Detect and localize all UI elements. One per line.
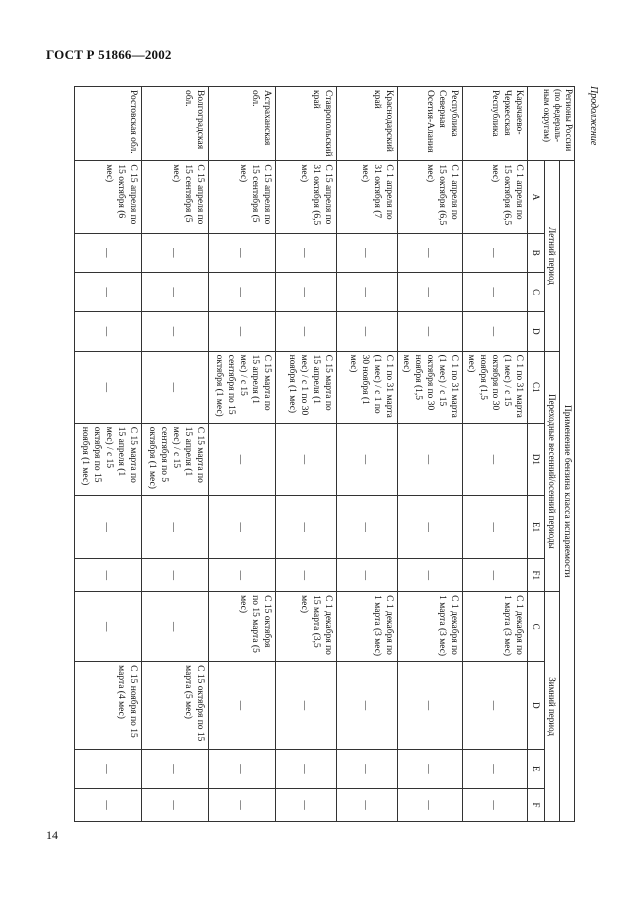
fuel-table bbox=[74, 86, 575, 822]
table-row bbox=[142, 87, 209, 822]
table-cell: С 15 апреля по 31 октября (6,5 мес) bbox=[276, 161, 337, 233]
table-cell: — bbox=[142, 312, 209, 351]
table-cell: — bbox=[209, 233, 276, 272]
class-letter: D1 bbox=[528, 423, 545, 495]
table-cell: С 15 октября по 15 марта (5 мес) bbox=[142, 662, 209, 749]
table-cell: — bbox=[463, 233, 528, 272]
table-cell: — bbox=[209, 272, 276, 311]
main-header: Применение бензина класса испаряемости bbox=[560, 161, 575, 822]
table-cell: С 1 декабря по 1 марта (3 мес) bbox=[337, 592, 398, 662]
table-cell: — bbox=[463, 423, 528, 495]
table-cell: — bbox=[398, 272, 463, 311]
table-cell: С 15 ноября по 15 марта (4 мес) bbox=[75, 662, 142, 749]
region-cell: Республика Северная Осетия-Алания bbox=[398, 87, 463, 161]
document-header: ГОСТ Р 51866—2002 bbox=[46, 47, 172, 62]
table-cell: С 15 апреля по 15 сентября (5 мес) bbox=[142, 161, 209, 233]
table-cell: — bbox=[209, 312, 276, 351]
class-letter: A bbox=[528, 161, 545, 233]
class-letter: F1 bbox=[528, 559, 545, 592]
table-cell: С 1 апреля по 15 октября (6,5 мес) bbox=[463, 161, 528, 233]
table-cell: — bbox=[337, 272, 398, 311]
table-cell: С 1 апреля по 31 октября (7 мес) bbox=[337, 161, 398, 233]
table-row bbox=[463, 87, 528, 822]
table-cell: С 1 декабря по 1 марта (3 мес) bbox=[463, 592, 528, 662]
table-cell: С 1 по 31 марта (1 мес) / с 15 октября по 30 ноября (1,5 мес) bbox=[398, 351, 463, 423]
table-cell: С 1 по 31 марта (1 мес) / с 1 по 30 ноября (1 мес) bbox=[337, 351, 398, 423]
page-number: 14 bbox=[46, 828, 58, 842]
table-cell: — bbox=[337, 312, 398, 351]
table-cell: С 1 декабря по 1 марта (3 мес) bbox=[398, 592, 463, 662]
table-cell: — bbox=[75, 789, 142, 822]
table-cell: — bbox=[398, 423, 463, 495]
table-cell: — bbox=[337, 423, 398, 495]
table-cell: — bbox=[276, 662, 337, 749]
table-cell: — bbox=[209, 789, 276, 822]
table-cell: С 1 по 31 марта (1 мес) / с 15 октября по 30 ноября (1,5 мес) bbox=[463, 351, 528, 423]
region-cell: Ростовская обл. bbox=[75, 87, 142, 161]
region-cell: Краснодарский край bbox=[337, 87, 398, 161]
summer-header: Летний период bbox=[545, 161, 560, 351]
table-cell: С 15 марта по 15 апреля (1 мес) / с 15 октября по 15 ноября (1 мес) bbox=[75, 423, 142, 495]
table-cell: — bbox=[337, 495, 398, 558]
class-letter: E1 bbox=[528, 495, 545, 558]
table-cell: — bbox=[276, 789, 337, 822]
table-cell: — bbox=[463, 559, 528, 592]
table-cell: — bbox=[75, 233, 142, 272]
table-cell: С 15 апреля по 15 октября (6 мес) bbox=[75, 161, 142, 233]
table-cell: — bbox=[209, 495, 276, 558]
rotated-table-container bbox=[80, 86, 599, 822]
table-cell: — bbox=[337, 749, 398, 788]
class-letter: C bbox=[528, 592, 545, 662]
table-cell: — bbox=[75, 351, 142, 423]
class-letters-row bbox=[528, 87, 545, 822]
table-cell: — bbox=[142, 351, 209, 423]
table-row bbox=[276, 87, 337, 822]
region-cell: Волгоградская обл. bbox=[142, 87, 209, 161]
class-letter: D bbox=[528, 662, 545, 749]
table-cell: С 1 декабря по 15 марта (3,5 мес) bbox=[276, 592, 337, 662]
table-row bbox=[398, 87, 463, 822]
table-cell: — bbox=[276, 749, 337, 788]
table-cell: — bbox=[337, 559, 398, 592]
table-cell: — bbox=[209, 423, 276, 495]
table-cell: С 15 марта по 15 апреля (1 мес) / с 1 по 30 ноября (1 мес) bbox=[276, 351, 337, 423]
table-row bbox=[75, 87, 142, 822]
table-cell: — bbox=[463, 312, 528, 351]
table-cell: — bbox=[75, 749, 142, 788]
table-cell: — bbox=[398, 495, 463, 558]
table-cell: — bbox=[142, 495, 209, 558]
table-cell: — bbox=[75, 272, 142, 311]
table-cell: — bbox=[142, 559, 209, 592]
table-cell: — bbox=[276, 233, 337, 272]
table-cell: — bbox=[142, 592, 209, 662]
table-cell: — bbox=[75, 495, 142, 558]
class-letter: C bbox=[528, 272, 545, 311]
table-cell: — bbox=[276, 559, 337, 592]
table-cell: — bbox=[75, 559, 142, 592]
table-body bbox=[75, 87, 528, 822]
table-cell: — bbox=[337, 789, 398, 822]
region-cell: Астраханская обл. bbox=[209, 87, 276, 161]
table-cell: — bbox=[276, 312, 337, 351]
table-cell: С 15 апреля по 15 сентября (5 мес) bbox=[209, 161, 276, 233]
class-letter: D bbox=[528, 312, 545, 351]
table-cell: — bbox=[75, 312, 142, 351]
table-cell: — bbox=[463, 495, 528, 558]
transition-header: Переходные весенний/осенний периоды bbox=[545, 351, 560, 592]
table-cell: — bbox=[398, 559, 463, 592]
table-row bbox=[337, 87, 398, 822]
table-cell: — bbox=[398, 233, 463, 272]
table-cell: — bbox=[142, 789, 209, 822]
table-cell: — bbox=[209, 559, 276, 592]
table-cell: — bbox=[398, 749, 463, 788]
table-cell: — bbox=[209, 662, 276, 749]
table-cell: С 15 октября по 15 марта (5 мес) bbox=[209, 592, 276, 662]
table-cell: — bbox=[398, 662, 463, 749]
region-header: Регионы России (по федераль-ным округам) bbox=[528, 87, 575, 161]
continuation-label: Продолжение bbox=[588, 86, 599, 146]
table-cell: — bbox=[75, 592, 142, 662]
winter-header: Зимний период bbox=[545, 592, 560, 822]
table-cell: — bbox=[337, 233, 398, 272]
table-cell: — bbox=[209, 749, 276, 788]
table-cell: — bbox=[463, 749, 528, 788]
class-letter: F bbox=[528, 789, 545, 822]
class-letter: B bbox=[528, 233, 545, 272]
table-cell: — bbox=[398, 312, 463, 351]
table-row bbox=[209, 87, 276, 822]
table-cell: С 15 марта по 15 апреля (1 мес) / с 15 сентября по 15 октября (1 мес) bbox=[209, 351, 276, 423]
table-cell: — bbox=[398, 789, 463, 822]
table-cell: — bbox=[276, 272, 337, 311]
table-cell: — bbox=[337, 662, 398, 749]
table-cell: — bbox=[276, 423, 337, 495]
table-cell: С 1 апреля по 15 октября (6,5 мес) bbox=[398, 161, 463, 233]
table-cell: — bbox=[142, 749, 209, 788]
table-cell: — bbox=[463, 789, 528, 822]
class-letter: C1 bbox=[528, 351, 545, 423]
table-cell: — bbox=[463, 272, 528, 311]
region-cell: Ставропольский край bbox=[276, 87, 337, 161]
region-cell: Карачаево-Черкесская Республика bbox=[463, 87, 528, 161]
table-cell: — bbox=[142, 272, 209, 311]
table-cell: — bbox=[276, 495, 337, 558]
table-cell: — bbox=[463, 662, 528, 749]
table-cell: С 15 марта по 15 апреля (1 мес) / с 15 сентября по 5 октября (1 мес) bbox=[142, 423, 209, 495]
table-cell: — bbox=[142, 233, 209, 272]
class-letter: E bbox=[528, 749, 545, 788]
